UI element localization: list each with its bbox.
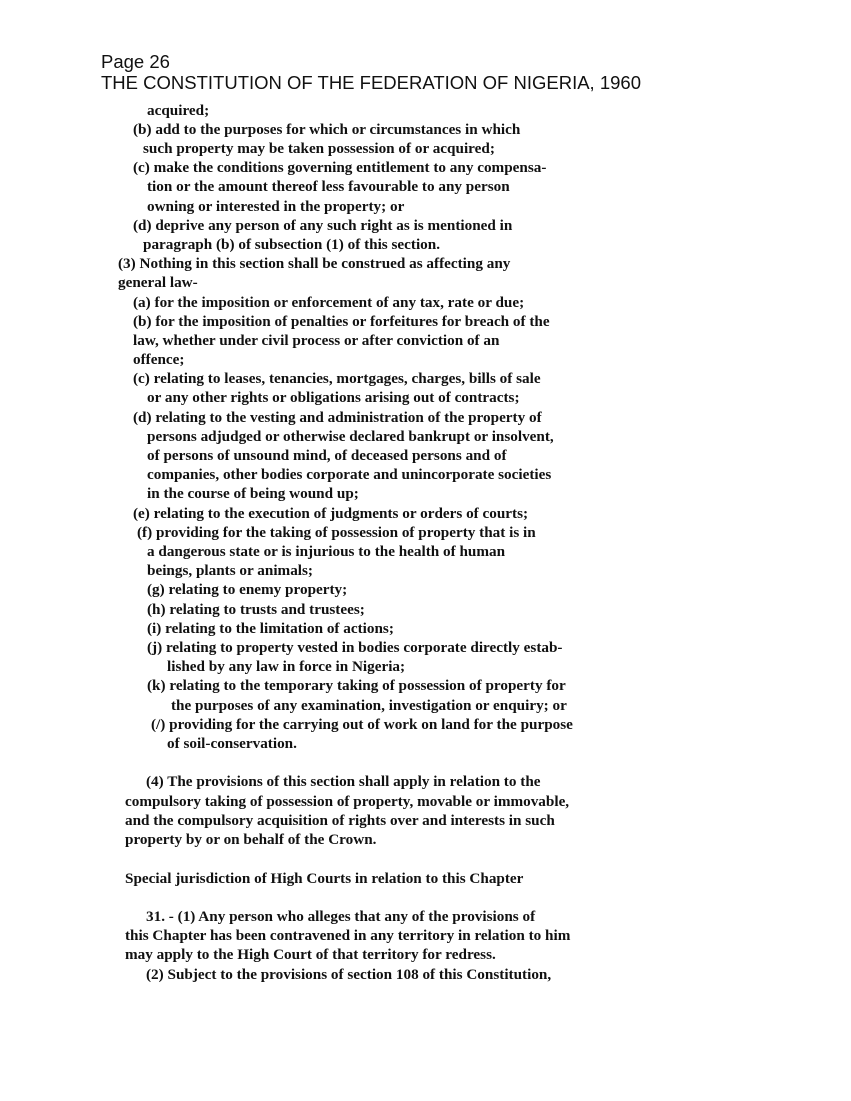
- text-line: this Chapter has been contravened in any territory in relation to him: [125, 927, 571, 944]
- text-line: (i) relating to the limitation of actions;: [147, 620, 394, 637]
- text-line: or any other rights or obligations arising out of contracts;: [147, 389, 520, 406]
- text-line: a dangerous state or is injurious to the health of human: [147, 543, 506, 560]
- text-line: (b) for the imposition of penalties or forfeitures for breach of the: [133, 313, 550, 330]
- text-line: (3) Nothing in this section shall be construed as affecting any: [118, 255, 511, 272]
- text-line: (f) providing for the taking of possession of property that is in: [137, 524, 536, 541]
- text-line: of soil-conservation.: [167, 735, 297, 752]
- text-line: the purposes of any examination, investigation or enquiry; or: [171, 697, 567, 714]
- text-line: owning or interested in the property; or: [147, 198, 405, 215]
- text-line: tion or the amount thereof less favourable to any person: [147, 178, 510, 195]
- text-line: (b) add to the purposes for which or circumstances in which: [133, 121, 521, 138]
- text-line: lished by any law in force in Nigeria;: [167, 658, 406, 675]
- text-line: paragraph (b) of subsection (1) of this section.: [143, 236, 441, 253]
- text-line: (2) Subject to the provisions of section 108 of this Constitution,: [146, 966, 552, 983]
- text-line: of persons of unsound mind, of deceased persons and of: [147, 447, 507, 464]
- text-line: (d) deprive any person of any such right as is mentioned in: [133, 217, 513, 234]
- text-line: and the compulsory acquisition of rights over and interests in such: [125, 812, 555, 829]
- text-line: companies, other bodies corporate and unincorporate societies: [147, 466, 552, 483]
- text-line: (j) relating to property vested in bodies corporate directly estab-: [147, 639, 563, 656]
- text-line: in the course of being wound up;: [147, 485, 359, 502]
- text-line: persons adjudged or otherwise declared bankrupt or insolvent,: [147, 428, 554, 445]
- text-line: property by or on behalf of the Crown.: [125, 831, 377, 848]
- section-heading: Special jurisdiction of High Courts in relation to this Chapter: [125, 870, 524, 887]
- text-line: (k) relating to the temporary taking of possession of property for: [147, 677, 566, 694]
- text-line: compulsory taking of possession of property, movable or immovable,: [125, 793, 570, 810]
- text-line: (a) for the imposition or enforcement of any tax, rate or due;: [133, 294, 525, 311]
- text-line: (c) relating to leases, tenancies, mortgages, charges, bills of sale: [133, 370, 541, 387]
- text-line: law, whether under civil process or after conviction of an: [133, 332, 500, 349]
- text-line: general law-: [118, 274, 198, 291]
- text-line: (h) relating to trusts and trustees;: [147, 601, 365, 618]
- document-title: THE CONSTITUTION OF THE FEDERATION OF NIGERIA, 1960: [101, 72, 641, 93]
- text-line: (c) make the conditions governing entitlement to any compensa-: [133, 159, 547, 176]
- text-line: (d) relating to the vesting and administration of the property of: [133, 409, 542, 426]
- text-line: such property may be taken possession of or acquired;: [143, 140, 495, 157]
- text-line: 31. - (1) Any person who alleges that any of the provisions of: [146, 908, 536, 925]
- text-line: (g) relating to enemy property;: [147, 581, 348, 598]
- text-line: acquired;: [147, 102, 210, 119]
- text-line: beings, plants or animals;: [147, 562, 313, 579]
- text-line: (e) relating to the execution of judgments or orders of courts;: [133, 505, 529, 522]
- text-line: may apply to the High Court of that territory for redress.: [125, 946, 496, 963]
- text-line: (4) The provisions of this section shall apply in relation to the: [146, 773, 541, 790]
- text-line: offence;: [133, 351, 185, 368]
- page-number: Page 26: [101, 51, 170, 72]
- text-line: (/) providing for the carrying out of work on land for the purpose: [151, 716, 573, 733]
